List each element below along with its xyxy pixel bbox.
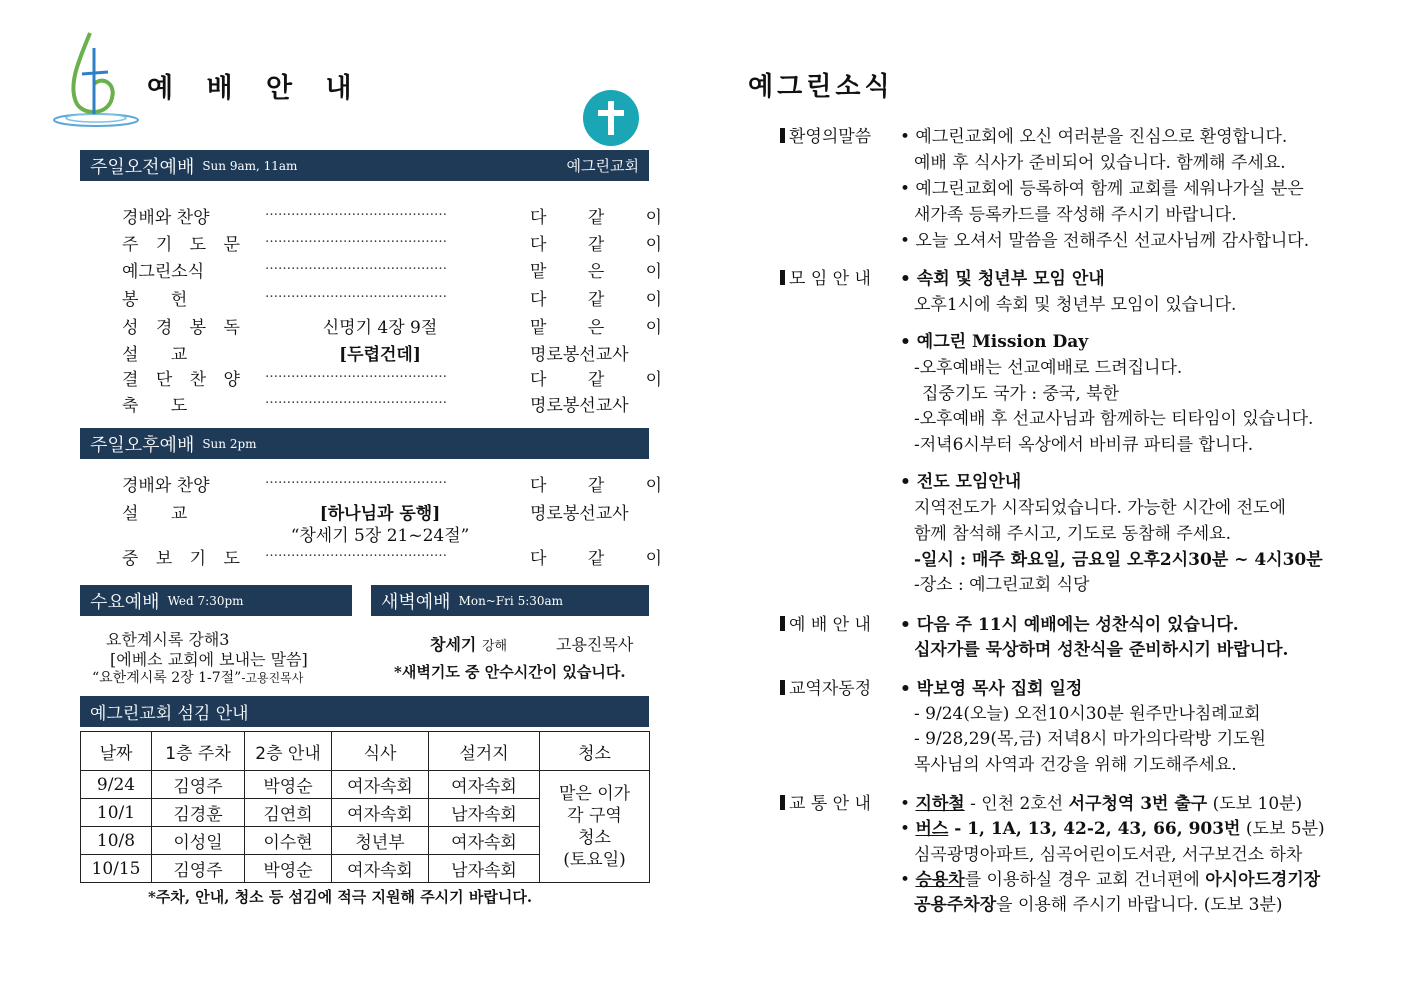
order-label: 설 교 <box>122 504 188 524</box>
worship-line: • 다음 주 11시 예배에는 성찬식이 있습니다. <box>900 615 1239 635</box>
staff-line: 목사님의 사역과 건강을 위해 기도해주세요. <box>914 755 1237 775</box>
order-who: 명로봉선교사 <box>530 345 629 365</box>
sermon-scripture: “창세기 5장 21~24절” <box>290 526 470 546</box>
order-who: 명로봉선교사 <box>530 504 629 524</box>
order-label: 성 경 봉 독 <box>122 318 246 338</box>
traffic-car-parking: 공용주차장을 이용해 주시기 바랍니다. (도보 3분) <box>914 895 1283 915</box>
order-dots: …………………………………… <box>265 204 447 219</box>
cell: 박영순 <box>245 771 332 799</box>
welcome-line: • 오늘 오셔서 말씀을 전해주신 선교사님께 감사합니다. <box>900 231 1310 251</box>
order-label: 주 기 도 문 <box>122 235 246 255</box>
cleaning-cell: 맡은 이가 각 구역 청소 (토요일) <box>540 771 650 883</box>
cell: 김영주 <box>152 771 245 799</box>
section-meeting-label: 모 임 안 내 <box>780 264 871 289</box>
order-label: 중 보 기 도 <box>122 549 246 569</box>
meeting-line: 집중기도 국가 : 중국, 북한 <box>922 384 1119 404</box>
order-who: 다 같 이 <box>530 208 681 228</box>
traffic-subway: • 지하철 - 인천 2호선 서구청역 3번 출구 (도보 10분) <box>900 794 1303 814</box>
order-dots: …………………………………… <box>265 258 447 273</box>
sermon-title: [두렵건데] <box>339 345 421 365</box>
cell: 이성일 <box>152 827 245 855</box>
cell: 여자속회 <box>429 771 540 799</box>
cell: 9/24 <box>81 771 152 799</box>
welcome-line: • 예그린교회에 등록하여 함께 교회를 세워나가실 분은 <box>900 179 1304 199</box>
staff-line: • 박보영 목사 집회 일정 <box>900 679 1083 699</box>
cell: 이수현 <box>245 827 332 855</box>
cross-icon <box>583 90 639 146</box>
column-header: 청소 <box>540 732 650 771</box>
afternoon-service-time: Sun 2pm <box>202 436 257 451</box>
dawn-note: *새벽기도 중 안수시간이 있습니다. <box>394 663 626 681</box>
cell: 박영순 <box>245 855 332 883</box>
cell: 김경훈 <box>152 799 245 827</box>
meeting-line: 오후1시에 속회 및 청년부 모임이 있습니다. <box>914 295 1237 315</box>
meeting-line: -오후예배는 선교예배로 드려집니다. <box>914 358 1183 378</box>
order-who: 맡 은 이 <box>530 318 681 338</box>
section-worship-label: 예 배 안 내 <box>780 610 871 635</box>
cell: 김영주 <box>152 855 245 883</box>
section-welcome-label: 환영의말씀 <box>780 122 871 147</box>
column-header: 식사 <box>332 732 429 771</box>
dawn-service-time: Mon~Fri 5:30am <box>458 593 564 608</box>
cell: 여자속회 <box>332 855 429 883</box>
cell: 여자속회 <box>332 771 429 799</box>
morning-service-time: Sun 9am, 11am <box>202 158 298 173</box>
order-who: 다 같 이 <box>530 370 681 390</box>
cell: 청년부 <box>332 827 429 855</box>
section-staff-label: 교역자동정 <box>780 674 871 699</box>
wednesday-sermon-title: [에베소 교회에 보내는 말씀] <box>110 650 308 669</box>
section-traffic-label: 교 통 안 내 <box>780 789 871 814</box>
welcome-line: • 예그린교회에 오신 여러분을 진심으로 환영합니다. <box>900 127 1288 147</box>
order-label: 축 도 <box>122 396 188 416</box>
church-name: 예그린교회 <box>566 157 639 175</box>
serve-note: *주차, 안내, 청소 등 섬김에 적극 지원해 주시기 바랍니다. <box>148 888 533 906</box>
wednesday-service-header <box>80 585 352 616</box>
dawn-book: 창세기 강해 <box>430 635 508 654</box>
wednesday-service-name: 수요예배 <box>90 591 160 613</box>
wednesday-sermon-series: 요한계시록 강해3 <box>106 630 230 649</box>
welcome-line: 예배 후 식사가 준비되어 있습니다. 함께해 주세요. <box>914 153 1286 173</box>
order-who: 다 같 이 <box>530 235 681 255</box>
meeting-line: -장소 : 예그린교회 식당 <box>914 575 1090 595</box>
cell: 여자속회 <box>429 827 540 855</box>
meeting-line: • 전도 모임안내 <box>900 472 1022 492</box>
order-label: 예그린소식 <box>122 262 205 282</box>
morning-service-name: 주일오전예배 <box>90 156 195 178</box>
meeting-line: -저녁6시부터 옥상에서 바비큐 파티를 합니다. <box>914 435 1254 455</box>
cell: 여자속회 <box>332 799 429 827</box>
column-header: 1층 주차 <box>152 732 245 771</box>
order-label: 봉 헌 <box>122 290 188 310</box>
order-who: 다 같 이 <box>530 476 681 496</box>
table-header-row <box>81 732 650 771</box>
order-who: 명로봉선교사 <box>530 396 629 416</box>
column-header: 2층 안내 <box>245 732 332 771</box>
meeting-line: -일시 : 매주 화요일, 금요일 오후2시30분 ~ 4시30분 <box>914 550 1323 570</box>
order-label: 경배와 찬양 <box>122 476 210 496</box>
morning-service-header <box>80 150 649 181</box>
scripture-reading: 신명기 4장 9절 <box>322 318 438 338</box>
traffic-bus-stops: 심곡광명아파트, 심곡어린이도서관, 서구보건소 하차 <box>914 845 1303 865</box>
staff-line: - 9/28,29(목,금) 저녁8시 마가의다락방 기도원 <box>914 729 1266 749</box>
cell: 10/1 <box>81 799 152 827</box>
news-title: 예그린소식 <box>748 72 894 102</box>
cell: 남자속회 <box>429 855 540 883</box>
order-label: 설 교 <box>122 345 188 365</box>
order-label: 결 단 찬 양 <box>122 370 246 390</box>
column-header: 설거지 <box>429 732 540 771</box>
serve-table <box>80 731 650 883</box>
cell: 김연희 <box>245 799 332 827</box>
sermon-title: [하나님과 동행] <box>319 504 441 524</box>
meeting-line: -오후예배 후 선교사님과 함께하는 티타임이 있습니다. <box>914 409 1314 429</box>
meeting-line: • 예그린 Mission Day <box>900 332 1089 352</box>
order-dots: …………………………………… <box>265 472 447 487</box>
traffic-bus: • 버스 - 1, 1A, 13, 42-2, 43, 66, 903번 (도보 5분) <box>900 819 1325 839</box>
welcome-line: 새가족 등록카드를 작성해 주시기 바랍니다. <box>914 205 1237 225</box>
serve-header <box>80 696 649 727</box>
worship-line: 십자가를 묵상하며 성찬식을 준비하시기 바랍니다. <box>914 640 1289 660</box>
dawn-preacher: 고용진목사 <box>556 635 634 654</box>
staff-line: - 9/24(오늘) 오전10시30분 원주만나침례교회 <box>914 704 1261 724</box>
page-title: 예 배 안 내 <box>147 73 364 104</box>
order-dots: …………………………………… <box>265 286 447 301</box>
cell: 10/8 <box>81 827 152 855</box>
dawn-service-header <box>371 585 649 616</box>
order-who: 다 같 이 <box>530 549 681 569</box>
order-who: 다 같 이 <box>530 290 681 310</box>
order-dots: …………………………………… <box>265 545 447 560</box>
meeting-line: 함께 참석해 주시고, 기도로 동참해 주세요. <box>914 524 1232 544</box>
afternoon-service-name: 주일오후예배 <box>90 434 195 456</box>
traffic-car: • 승용차를 이용하실 경우 교회 건너편에 아시아드경기장 <box>900 870 1321 890</box>
serve-title: 예그린교회 섬김 안내 <box>90 704 249 724</box>
order-who: 맡 은 이 <box>530 262 681 282</box>
wednesday-service-time: Wed 7:30pm <box>167 593 244 608</box>
meeting-line: • 속회 및 청년부 모임 안내 <box>900 269 1105 289</box>
afternoon-service-header <box>80 428 649 459</box>
order-label: 경배와 찬양 <box>122 208 210 228</box>
order-dots: …………………………………… <box>265 231 447 246</box>
table-row <box>81 771 650 799</box>
wednesday-scripture: “요한계시록 2장 1-7절”-고용진목사 <box>92 670 304 686</box>
dawn-service-name: 새벽예배 <box>381 591 451 613</box>
column-header: 날짜 <box>81 732 152 771</box>
order-dots: …………………………………… <box>265 392 447 407</box>
church-logo <box>50 28 142 130</box>
cell: 10/15 <box>81 855 152 883</box>
meeting-line: 지역전도가 시작되었습니다. 가능한 시간에 전도에 <box>914 498 1286 518</box>
cell: 남자속회 <box>429 799 540 827</box>
order-dots: …………………………………… <box>265 366 447 381</box>
